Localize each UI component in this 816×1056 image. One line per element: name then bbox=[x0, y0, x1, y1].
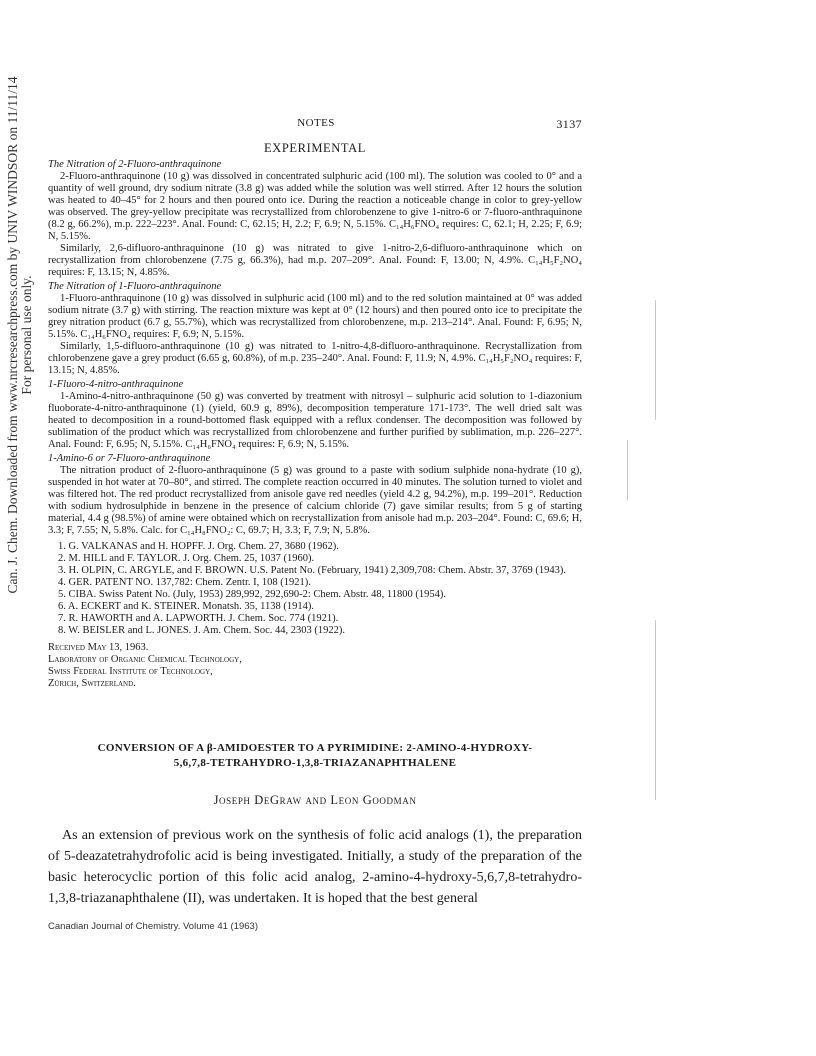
watermark-line-2: For personal use only. bbox=[19, 275, 34, 395]
page-number: 3137 bbox=[556, 117, 582, 131]
article-title-line-2: 5,6,7,8-TETRAHYDRO-1,3,8-TRIAZANAPHTHALENE bbox=[173, 757, 457, 769]
experimental-section bbox=[48, 141, 582, 690]
received-block bbox=[48, 642, 582, 690]
page-header bbox=[50, 117, 582, 133]
paragraph: Similarly, 2,6-difluoro-anthraquinone (10 g) was nitrated to give 1-nitro-2,6-difluoro-anthraquinone which on recrystallization from chlorobenzene (7.75 g, 66.3%), had m.p. 207–209°. Anal. Found: F, 13.00; N, 4.9%. C₁₄H₅F₂NO₄ requires: F, 13.15; N, 4.85%. bbox=[48, 243, 582, 278]
margin-mark bbox=[655, 300, 656, 420]
affiliation-line: Swiss Federal Institute of Technology, bbox=[48, 666, 213, 677]
journal-footer: Canadian Journal of Chemistry. Volume 41 (1963) bbox=[48, 921, 258, 932]
reference-item: 1. G. VALKANAS and H. HOPFF. J. Org. Chem. 27, 3680 (1962). bbox=[58, 541, 339, 552]
affiliation-line: Laboratory of Organic Chemical Technology, bbox=[48, 654, 242, 665]
reference-item: 4. GER. PATENT NO. 137,782: Chem. Zentr. I, 108 (1921). bbox=[58, 577, 311, 588]
margin-mark bbox=[627, 440, 628, 500]
margin-mark bbox=[655, 620, 656, 800]
paragraph: Similarly, 1,5-difluoro-anthraquinone (10 g) was nitrated to 1-nitro-4,8-difluoro-anthraquinone. Recrystallization from chlorobenzene gave a grey product (6.65 g, 60.8%), of m.p. 235–240°. Anal. Found: F, 11.9; N, 4.9%. C₁₄H₅F₂NO₄ requires: F, 13.15; N, 4.85%. bbox=[48, 341, 582, 376]
article-intro-paragraph: As an extension of previous work on the synthesis of folic acid analogs (1), the preparation of 5-deazatetrahydrofolic acid is being investigated. Initially, a study of the preparation of the basic heterocyclic portion of this folic acid analog, 2-amino-4-hydroxy-5,6,7,8-tetrahydro-1,3,8-triazanaphthalene (II), was undertaken. It is hoped that the best general bbox=[48, 828, 582, 906]
running-head: NOTES bbox=[297, 117, 335, 129]
subsection-heading: 1-Fluoro-4-nitro-anthraquinone bbox=[48, 379, 184, 390]
subsection-heading: 1-Amino-6 or 7-Fluoro-anthraquinone bbox=[48, 453, 211, 464]
article-authors: Joseph DeGraw and Leon Goodman bbox=[213, 793, 417, 807]
paragraph: 1-Amino-4-nitro-anthraquinone (50 g) was converted by treatment with nitrosyl – sulphuric acid solution to 1-diazonium fluoborate-4-nitro-anthraquinone (1) (yield, 60.9 g, 89%), decomposition temperature 171-173°. The well dried salt was heated to decomposition in a round-bottomed flask equipped with a reflux condenser. The decomposition was followed by sublimation of the product which was recrystallized from chlorobenzene and further purified by sublimation, m.p. 226–227°. Anal. Found: F, 6.95; N, 5.15%. C₁₄H₆FNO₄ requires: F, 6.9; N, 5.15%. bbox=[48, 391, 582, 450]
subsection-heading: The Nitration of 2-Fluoro-anthraquinone bbox=[48, 159, 222, 170]
reference-item: 5. CIBA. Swiss Patent No. (July, 1953) 289,992, 292,690-2: Chem. Abstr. 48, 11800 (1954). bbox=[58, 589, 447, 600]
subsection-heading: The Nitration of 1-Fluoro-anthraquinone bbox=[48, 281, 222, 292]
paragraph: 2-Fluoro-anthraquinone (10 g) was dissolved in concentrated sulphuric acid (100 ml). The solution was cooled to 0° and a quantity of well ground, dry sodium nitrate (3.8 g) was added while the solution was well stirred. After 12 hours the solution was heated to 40–45° for 2 hours and then poured onto ice. During the reaction a noticeable change in color to grey-yellow was observed. The grey-yellow precipitate was recrystallized from chlorobenzene to give 1-nitro-6 or 7-fluoro-anthraquinone (8.2 g, 66.2%), m.p. 222–223°. Anal. Found: C, 62.15; H, 2.2; F, 6.9; N, 5.15%. C₁₄H₆FNO₄ requires: C, 62.1; H, 2.25; F, 6.9; N, 5.15%. bbox=[48, 171, 582, 242]
article-title bbox=[60, 741, 570, 771]
reference-item: 6. A. ECKERT and K. STEINER. Monatsh. 35, 1138 (1914). bbox=[58, 601, 315, 612]
article-title-line-1: CONVERSION OF A β-AMIDOESTER TO A PYRIMIDINE: 2-AMINO-4-HYDROXY- bbox=[97, 742, 533, 754]
affiliation-line: Zürich, Switzerland. bbox=[48, 678, 136, 689]
reference-item: 7. R. HAWORTH and A. LAPWORTH. J. Chem. Soc. 774 (1921). bbox=[58, 613, 339, 624]
reference-item: 8. W. BEISLER and L. JONES. J. Am. Chem. Soc. 44, 2303 (1922). bbox=[58, 625, 346, 636]
reference-list bbox=[48, 541, 582, 637]
watermark-line-1: Can. J. Chem. Downloaded from www.nrcresearchpress.com by UNIV WINDSOR on 11/11/14 bbox=[5, 76, 20, 594]
received-date: Received May 13, 1963. bbox=[48, 642, 149, 653]
paragraph: The nitration product of 2-fluoro-anthraquinone (5 g) was ground to a paste with sodium sulphide nona-hydrate (10 g), suspended in hot water at 70–80°, and stirred. The complete reaction occurred in 40 minutes. The solution turned to violet and was filtered hot. The red product recrystallized from anisole gave red needles (yield 4.2 g, 94.2%), m.p. 199–201°. Reduction with sodium hydrosulphide in benzene in the presence of calcium chloride (7) gave similar results; from 5 g of starting material, 4.4 g (98.5%) of amine were obtained which on recrystallization from anisole had m.p. 203–204°. Found: C, 69.6; H, 3.3; F, 7.55; N, 5.8%. Calc. for C₁₄H₈FNO₂: C, 69.7; H, 3.3; F, 7.9; N, 5.8%. bbox=[48, 465, 582, 536]
reference-item: 2. M. HILL and F. TAYLOR. J. Org. Chem. 25, 1037 (1960). bbox=[58, 553, 315, 564]
paragraph: 1-Fluoro-anthraquinone (10 g) was dissolved in sulphuric acid (100 ml) and to the red solution maintained at 0° was added sodium nitrate (3.7 g) with stirring. The reaction mixture was kept at 0° (12 hours) and then poured onto ice to precipitate the grey nitration product (6.7 g, 55.7%), which was recrystallized from chlorobenzene, m.p. 213–214°. Anal. Found: F, 6.95; N, 5.15%. C₁₄H₆FNO₄ requires: F, 6.9; N, 5.15%. bbox=[48, 293, 582, 340]
reference-item: 3. H. OLPIN, C. ARGYLE, and F. BROWN. U.S. Patent No. (February, 1941) 2,309,708: Chem. Abstr. 37, 3769 (1943). bbox=[58, 565, 566, 576]
section-title: EXPERIMENTAL bbox=[263, 141, 367, 155]
download-watermark bbox=[6, 0, 34, 675]
